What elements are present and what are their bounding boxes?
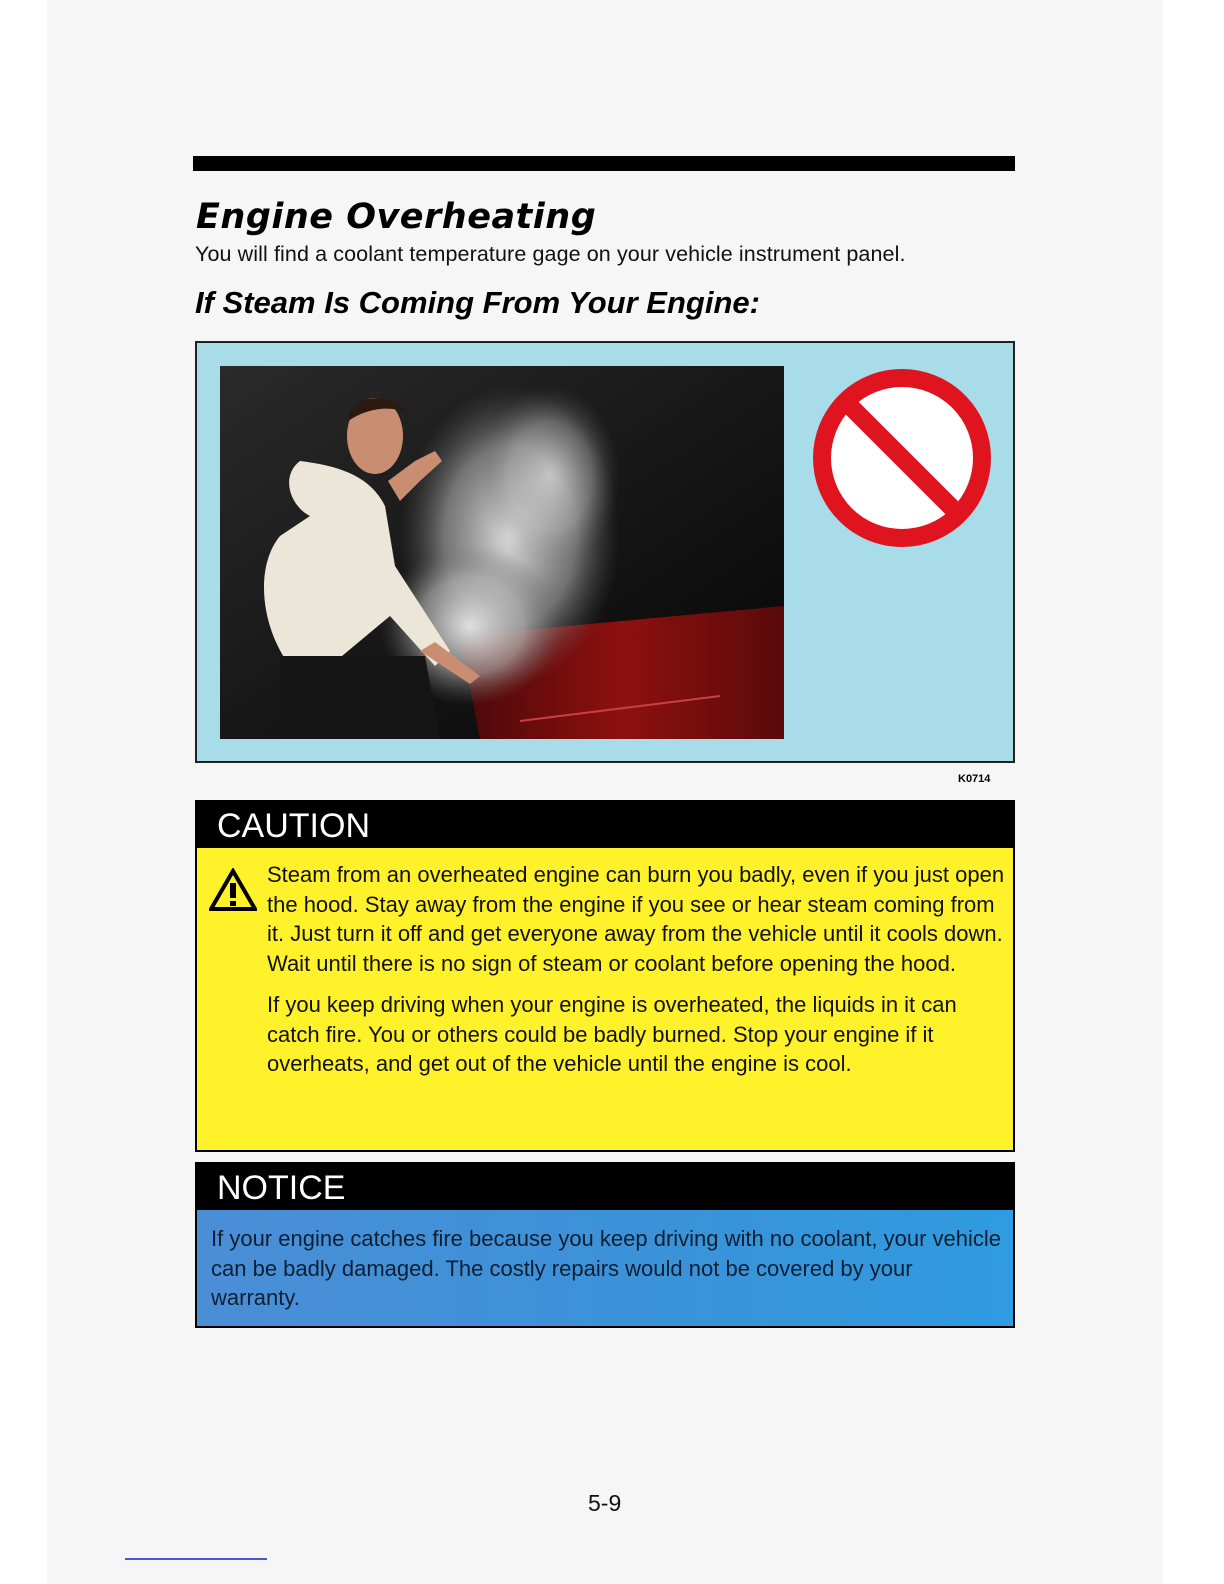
no-symbol-icon xyxy=(807,363,997,553)
photo-graphic xyxy=(220,366,784,739)
caution-box xyxy=(195,800,1015,1152)
notice-box xyxy=(195,1162,1015,1328)
footer-link-underline xyxy=(125,1558,267,1560)
illustration-panel xyxy=(195,341,1015,763)
caution-paragraph-1: Steam from an overheated engine can burn you badly, even if you just open the hood. Stay away from the engine if you see or hear steam coming from it. Just turn it off and get everyone away from the vehicle until it cools down. Wait until there is no sign of steam or coolant before opening the hood. xyxy=(267,862,1005,976)
page-number: 5-9 xyxy=(588,1490,622,1516)
warning-triangle-icon xyxy=(209,868,257,912)
caution-heading: CAUTION xyxy=(197,802,1013,848)
subheading: If Steam Is Coming From Your Engine: xyxy=(195,285,760,320)
manual-page xyxy=(47,0,1163,1584)
page-title: Engine Overheating xyxy=(196,197,597,237)
section-rule xyxy=(193,157,1015,171)
steam-engine-photo xyxy=(220,366,784,739)
intro-text: You will find a coolant temperature gage on your vehicle instrument panel. xyxy=(195,242,906,266)
figure-code: K0714 xyxy=(958,773,991,785)
caution-text xyxy=(267,860,1007,1091)
notice-text: If your engine catches fire because you keep driving with no coolant, your vehicle can be badly damaged. The costly repairs would not be covered by your warranty. xyxy=(211,1226,1002,1310)
caution-paragraph-2: If you keep driving when your engine is overheated, the liquids in it can catch fire. You or others could be badly burned. Stop your engine if it overheats, and get out of the vehicle until the engine is cool. xyxy=(267,992,957,1076)
notice-heading: NOTICE xyxy=(197,1164,1013,1210)
